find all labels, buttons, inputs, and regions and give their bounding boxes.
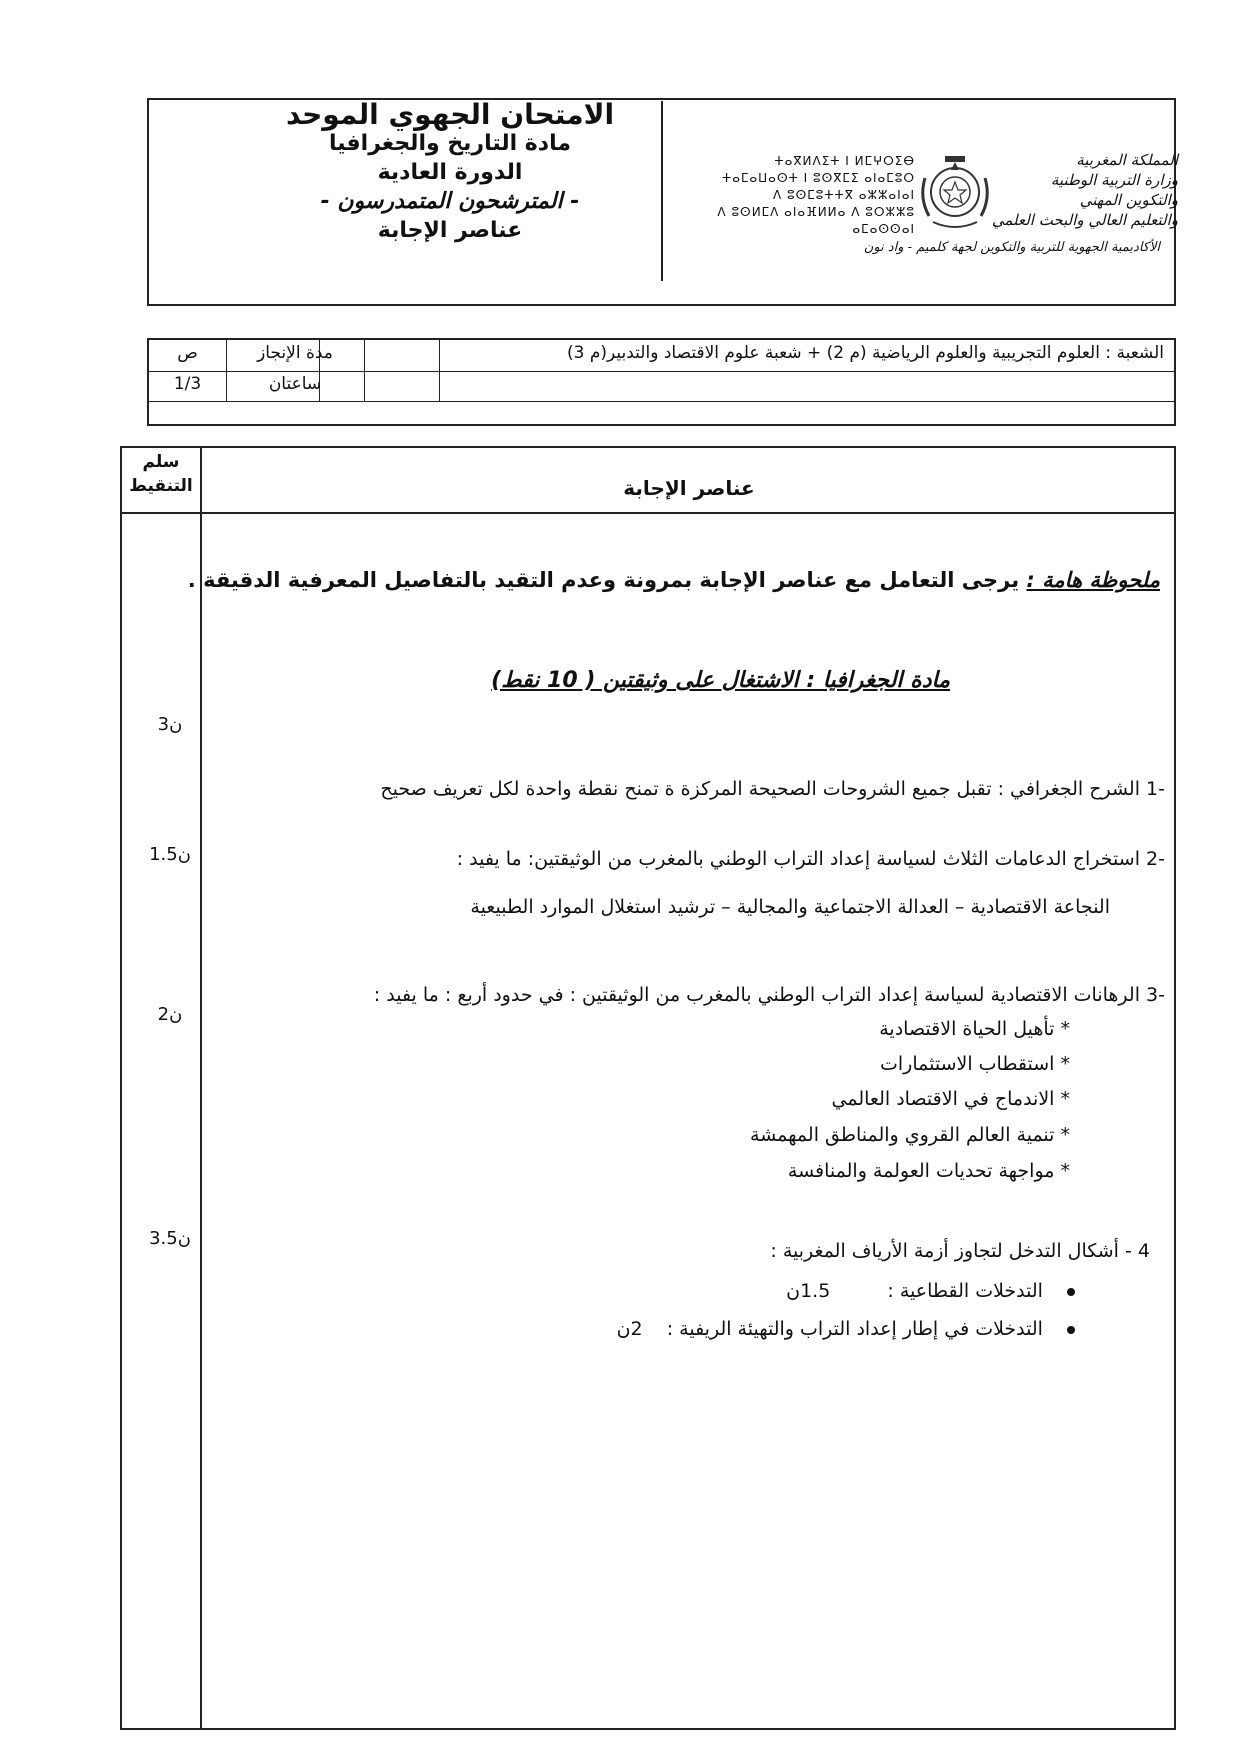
candidates-title: - المترشحون المتمدرسون -: [320, 189, 580, 214]
duration-value: ساعتان: [268, 374, 322, 394]
kingdom-emblem-icon: [915, 148, 995, 234]
q4-score: 3.5ن: [149, 1228, 191, 1249]
q3-number: -3: [1146, 984, 1165, 1006]
tifinagh-line: ⴷ ⵓⵙⵍⵎⴷ ⴰⵏⴰⴼⵍⵍⴰ ⴷ ⵓⵔⵣⵣⵓ ⴰⵎⴰⵙⵙⴰⵏ: [717, 205, 915, 236]
tifinagh-line: ⵜⴰⴳⵍⴷⵉⵜ ⵏ ⵍⵎⵖⵔⵉⴱ: [774, 154, 915, 168]
q4-item: [786, 1280, 1075, 1302]
tifinagh-line: ⵜⴰⵎⴰⵡⴰⵙⵜ ⵏ ⵓⵙⴳⵎⵉ ⴰⵏⴰⵎⵓⵔ: [721, 171, 915, 185]
bullet-icon: [1067, 1288, 1075, 1296]
score-column-header: سلم التنقيط: [129, 452, 193, 496]
tifinagh-line: ⴷ ⵓⵙⵎⵓⵜⵜⴳ ⴰⵣⵣⴰⵏⴰⵏ: [773, 188, 915, 202]
note-label: ملحوظة هامة :: [1026, 568, 1160, 592]
ministry-line: وزارة التربية الوطنية: [1050, 171, 1178, 189]
q2-text: استخراج الدعامات الثلاث لسياسة إعداد التراب الوطني بالمغرب من الوثيقتين: ما يفيد :: [456, 848, 1140, 870]
q3-item: * استقطاب الاستثمارات: [880, 1053, 1070, 1075]
exam-info-table: [147, 338, 1176, 426]
question-1: [380, 778, 1165, 800]
q4-number: 4 -: [1125, 1240, 1150, 1262]
q4-item-score: 2ن: [616, 1318, 643, 1340]
q2-number: -2: [1146, 848, 1165, 870]
q1-number: -1: [1146, 778, 1165, 800]
question-4: [770, 1240, 1150, 1262]
q4-item: [617, 1318, 1075, 1340]
score-column-divider: [200, 446, 202, 1730]
table-header-divider: [120, 512, 1176, 514]
q3-item: * الاندماج في الاقتصاد العالمي: [831, 1088, 1070, 1110]
q3-text: الرهانات الاقتصادية لسياسة إعداد التراب الوطني بالمغرب من الوثيقتين : في حدود أربع : ما يفيد :: [373, 984, 1140, 1006]
q3-item: * تنمية العالم القروي والمناطق المهمشة: [750, 1124, 1070, 1146]
q2-answer: النجاعة الاقتصادية – العدالة الاجتماعية والمجالية – ترشيد استغلال الموارد الطبيعية: [470, 896, 1110, 918]
exam-title-block: [240, 100, 660, 245]
q2-score: 1.5ن: [149, 844, 191, 865]
tifinagh-ministry-name: [705, 153, 915, 238]
ministry-name: [991, 150, 1178, 230]
ministry-line: والتكوين المهني: [1079, 191, 1178, 209]
q4-text: أشكال التدخل لتجاوز أزمة الأرياف المغربية :: [770, 1240, 1119, 1262]
q4-item-label: التدخلات في إطار إعداد التراب والتهيئة الريفية :: [666, 1318, 1043, 1340]
page-label: ص: [177, 343, 198, 363]
bullet-icon: [1067, 1326, 1075, 1334]
q3-item: * تأهيل الحياة الاقتصادية: [879, 1018, 1070, 1040]
q4-item-score: 1.5ن: [786, 1280, 831, 1302]
note-text: يرجى التعامل مع عناصر الإجابة بمرونة وعدم التقيد بالتفاصيل المعرفية الدقيقة .: [187, 568, 1020, 592]
geography-section-title: مادة الجغرافيا : الاشتغال على وثيقتين ( 10 نقط): [491, 668, 950, 693]
academy-name: الأكاديمية الجهوية للتربية والتكوين لجهة كلميم - واد نون: [863, 240, 1160, 255]
duration-label: مدة الإنجاز: [257, 343, 333, 363]
ministry-line: والتعليم العالي والبحث العلمي: [991, 211, 1178, 229]
session-title: الدورة العادية: [377, 160, 523, 185]
q1-text: الشرح الجغرافي : تقبل جميع الشروحات الصحيحة المركزة ة تمنح نقطة واحدة لكل تعريف صحيح: [380, 778, 1140, 800]
ministry-line: المملكة المغربية: [1076, 151, 1178, 169]
answers-column-header: عناصر الإجابة: [623, 476, 755, 500]
q1-score: 3ن: [157, 714, 183, 735]
doc-type-title: عناصر الإجابة: [377, 218, 523, 243]
q3-score: 2ن: [157, 1004, 183, 1025]
subject-title: مادة التاريخ والجغرافيا: [329, 131, 571, 156]
branch-label: الشعبة :: [1105, 343, 1164, 363]
important-note: [188, 568, 1160, 592]
q4-item-label: التدخلات القطاعية :: [887, 1280, 1043, 1302]
question-3: [374, 984, 1165, 1006]
page-value: 1/3: [173, 374, 202, 394]
header-divider: [661, 101, 663, 281]
branch-row: [449, 343, 1164, 363]
branch-value: العلوم التجريبية والعلوم الرياضية (م 2) + شعبة علوم الاقتصاد والتدبير(م 3): [566, 343, 1100, 363]
exam-title: الامتحان الجهوي الموحد: [285, 98, 615, 131]
q3-item: * مواجهة تحديات العولمة والمنافسة: [787, 1160, 1070, 1182]
question-2: [457, 848, 1165, 870]
